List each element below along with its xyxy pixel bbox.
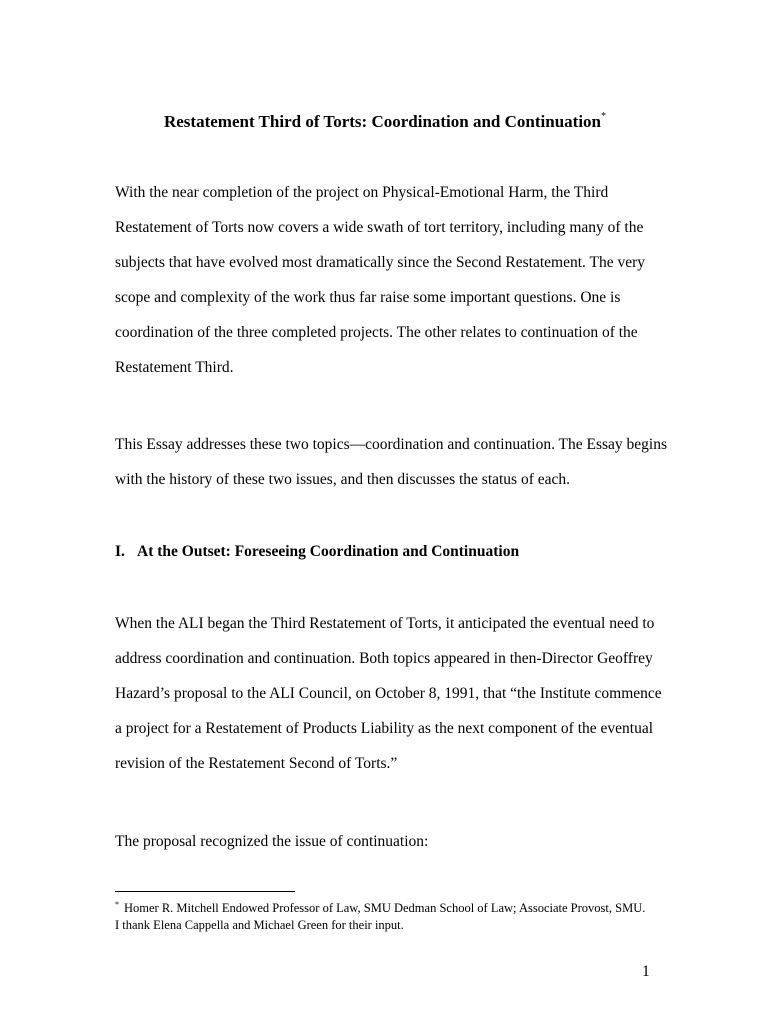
text-line: Restatement of Torts now covers a wide swath of tort territory, including many of the bbox=[115, 219, 644, 236]
footnote-marker: * bbox=[115, 900, 119, 909]
text-line: When the ALI began the Third Restatement of Torts, it anticipated the eventual need to bbox=[115, 615, 655, 632]
paragraph-history bbox=[115, 606, 675, 781]
paragraph-essay-scope bbox=[115, 427, 675, 497]
footnote-separator bbox=[115, 891, 295, 892]
text-line: with the history of these two issues, and then discusses the status of each. bbox=[115, 471, 571, 488]
footnote-line: I thank Elena Cappella and Michael Green for their input. bbox=[115, 918, 404, 932]
footnote-text: Homer R. Mitchell Endowed Professor of Law, SMU Dedman School of Law; Associate Provost, SMU. bbox=[124, 901, 646, 915]
text-line: Hazard’s proposal to the ALI Council, on October 8, 1991, that “the Institute commence bbox=[115, 685, 662, 702]
paragraph-intro bbox=[115, 175, 675, 385]
text-line: a project for a Restatement of Products Liability as the next component of the eventual bbox=[115, 720, 654, 737]
text-line: With the near completion of the project on Physical-Emotional Harm, the Third bbox=[115, 184, 609, 201]
title-text: Restatement Third of Torts: Coordination and Continuation bbox=[163, 112, 602, 131]
text-line: This Essay addresses these two topics—coordination and continuation. The Essay begins bbox=[115, 436, 668, 453]
section-heading-text: At the Outset: Foreseeing Coordination and Continuation bbox=[137, 543, 520, 560]
text-line: coordination of the three completed projects. The other relates to continuation of the bbox=[115, 324, 638, 341]
footnote-line bbox=[115, 900, 675, 917]
section-heading bbox=[115, 541, 519, 563]
paragraph-continuation bbox=[115, 824, 675, 859]
footnote bbox=[115, 900, 675, 934]
section-number: I. bbox=[115, 543, 125, 560]
text-line: revision of the Restatement Second of Torts.” bbox=[115, 755, 398, 772]
text-line: The proposal recognized the issue of continuation: bbox=[115, 833, 429, 850]
text-line: scope and complexity of the work thus far raise some important questions. One is bbox=[115, 289, 621, 306]
text-line: subjects that have evolved most dramatically since the Second Restatement. The very bbox=[115, 254, 645, 271]
text-line: address coordination and continuation. Both topics appeared in then-Director Geoffrey bbox=[115, 650, 653, 667]
page-number: 1 bbox=[642, 963, 650, 980]
title-footnote-marker: * bbox=[601, 111, 607, 122]
document-title bbox=[0, 110, 770, 134]
text-line: Restatement Third. bbox=[115, 359, 234, 376]
